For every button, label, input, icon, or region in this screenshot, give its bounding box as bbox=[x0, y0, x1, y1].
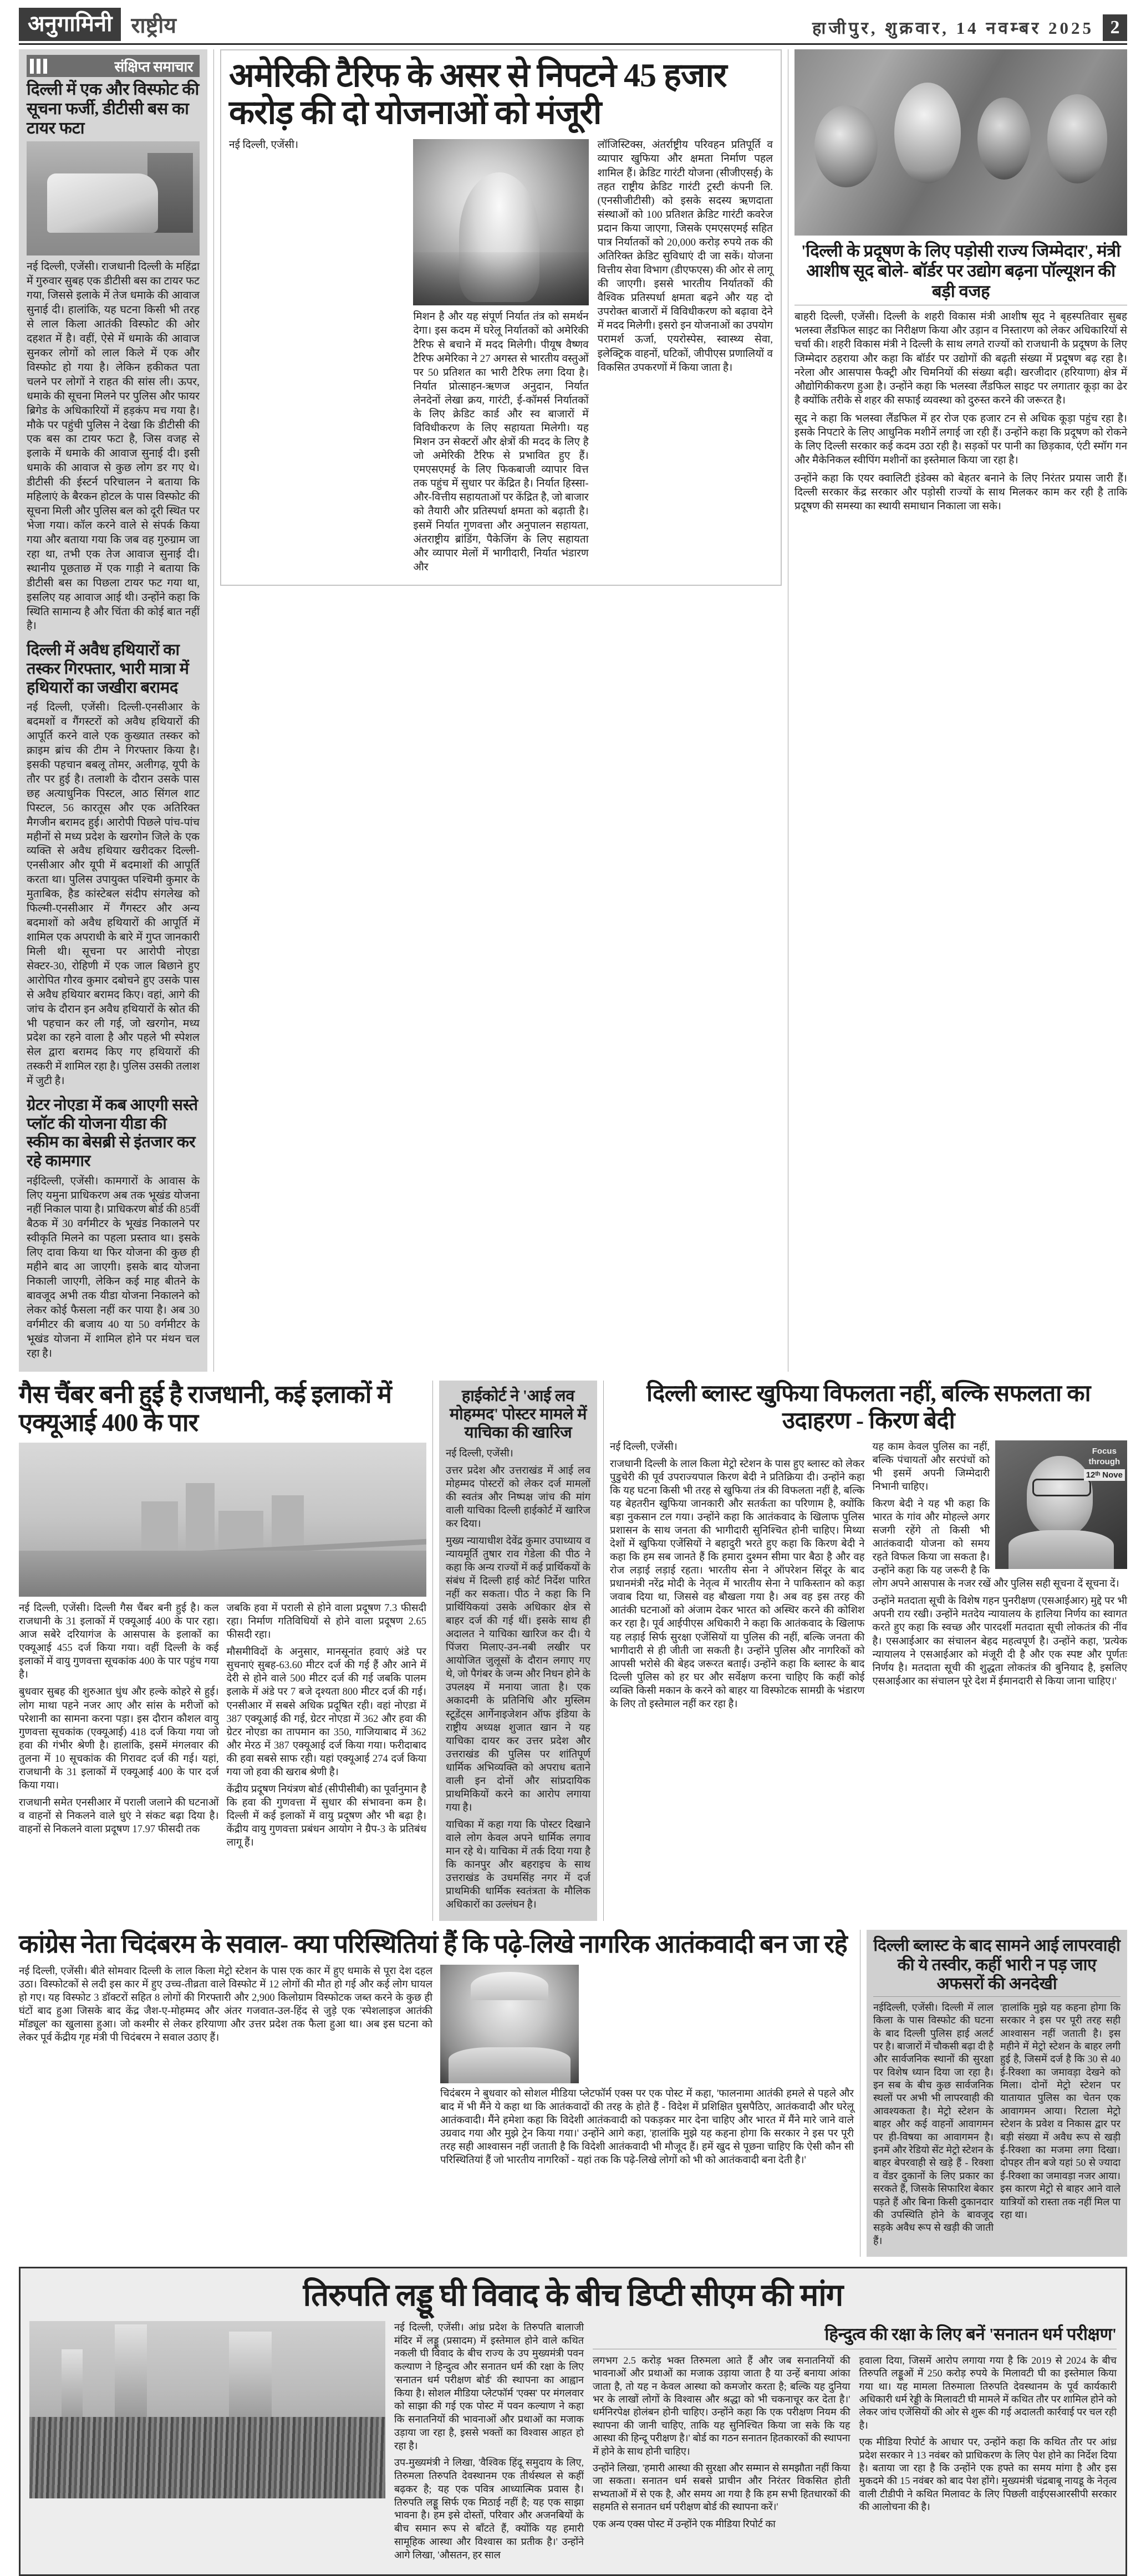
paragraph: बुधवार सुबह की शुरुआत धुंध और हल्के कोहरे से हुई। लोग माथा पहने नजर आए और सांस के मरीजों को परेशानी का सामना करना पड़ा। इस दौरान कौशल वायु गुणवत्ता सूचकांक (एक्यूआई) 418 दर्ज किया गया जो हवा की गंभीर श्रेणी है। हालांकि, इसमें मंगलवार की तुलना में 10 सूचकांक की गिरावट दर्ज की गई। यहां, राजधानी के 31 इलाकों में एक्यूआई 400 के पार दर्ज किया गया। bbox=[19, 1686, 219, 1791]
highcourt-story bbox=[439, 1381, 597, 1921]
feature-right bbox=[593, 2321, 1117, 2566]
feature-subheadline: हिन्दुत्व की रक्षा के लिए बनें 'सनातन धर्म परीक्षण' bbox=[824, 2324, 1117, 2344]
damaged-car-police-photo bbox=[27, 141, 200, 255]
ng-column-2 bbox=[1000, 2001, 1120, 2251]
kiran-bedi-story bbox=[610, 1381, 1127, 1921]
lead-story-box bbox=[220, 49, 782, 586]
paragraph: किरण बेदी ने यह भी कहा कि भारत के गांव और मोहल्ले अगर सजगी रहेंगे तो किसी भी आतंकवादी योजना को समय रहते विफल किया जा सकता है। उन्होंने कहा कि यह जरूरी है कि लोग अपने आसपास के नजर रखें और पुलिस सही सूचना दें सूचना दें। bbox=[872, 1499, 1119, 1590]
bars-icon bbox=[27, 55, 53, 77]
masthead bbox=[19, 0, 1127, 43]
negligence-headline: दिल्ली ब्लास्ट के बाद सामने आई लापरवाही की ये तस्वीर, कहीं भारी न पड़ जाए अफसरों की अनदेखी bbox=[873, 1936, 1120, 1994]
paragraph: 'हालांकि मुझे यह कहना होगा कि सरकार ने इस पर पूरी तरह सही आश्वासन नहीं जताती है। इस महीने में मेट्रो स्टेशन के बाहर लगी हुई है, जिसमें दर्ज है कि 30 से 40 ई-रिक्शा का जमावड़ा देखने को मिला। दोनों मेट्रो स्टेशन पर यातायात पुलिस का चेतन एक आवागमन आया। रिटाला मेट्रो स्टेशन के प्रवेश व निकास द्वार पर बड़ी संख्या में अवैध रूप से खड़ी ई-रिक्शा का मजमा लगा दिखा। दोपहर तीन बजे यहां 50 से ज्यादा ई-रिक्शा का जमावड़ा नजर आया। इस कारण मेट्रो से बाहर आने वाले यात्रियों को रास्ता तक नहीं मिल पा रहा था। bbox=[1000, 2001, 1120, 2220]
union-minister-speaking-photo bbox=[413, 139, 588, 305]
kiran-bedi-interview-photo bbox=[995, 1440, 1127, 1569]
ch-column-1 bbox=[19, 1965, 432, 2171]
chidambaram-story bbox=[19, 1930, 854, 2257]
paragraph: नई दिल्ली, एजेंसी। बीते सोमवार दिल्ली के लाल किला मेट्रो स्टेशन के पास एक कार में हुए धमाके से पूरा देश दहल उठा। विस्फोटकों से लदी इस कार में हुए उच्च-तीव्रता वाले विस्फोट में 12 लोगों की मौत हो गई और कई लोग घायल हो गए। यह विस्फोट 3 डॉक्टरों सहित 8 लोगों की गिरफ्तारी और 2,900 किलोग्राम विस्फोटक जब्त करने के कुछ ही घंटों बाद हुआ जिसके बाद केंद्र जैश-ए-मोहम्मद और अंतर गजवात-उल-हिंद से जुड़े एक 'स्पेशलाइज आतंकी मॉड्यूल' का खुलासा हुआ। जो कश्मीर से लेकर हरियाणा और उत्तर प्रदेश तक फैला हुआ था। अब इस घटना को लेकर पूर्व केंद्रीय गृह मंत्री पी चिदंबरम ने सवाल उठाए हैं। bbox=[19, 1965, 432, 2043]
paragraph: केंद्रीय प्रदूषण नियंत्रण बोर्ड (सीपीसीबी) का पूर्वानुमान है कि हवा की गुणवत्ता में सुधार की संभावना कम है। दिल्ली में कई इलाकों में वायु प्रदूषण और भी बढ़ा है। केंद्रीय वायु गुणवत्ता प्रबंधन आयोग ने ग्रैप-3 के प्रतिबंध लागू हैं। bbox=[226, 1783, 426, 1848]
aqi-body bbox=[19, 1602, 426, 1853]
paragraph: उत्तर प्रदेश और उत्तराखंड में आई लव मोहम्मद पोस्टरों को लेकर दर्ज मामलों की स्वतंत्र और निष्पक्ष जांच की मांग वाली याचिका दिल्ली हाईकोर्ट में खारिज कर दिया। bbox=[446, 1465, 590, 1530]
paragraph: नई दिल्ली, एजेंसी। bbox=[446, 1448, 513, 1459]
paragraph: नईदिल्ली, एजेंसी। दिल्ली में लाल किला के पास विस्फोट की घटना के बाद दिल्ली पुलिस हाई अलर्ट पर है। बाजारों में चौकसी बढ़ा दी है और सार्वजनिक स्थानों की सुरक्षा पर विशेष ध्यान दिया जा रहा है। इन सब के बीच कुछ सार्वजनिक स्थलों पर अभी भी लापरवाही की आवश्यकता है। मेट्रो स्टेशन के बाहर और कई वाहनों आवागमन पर ही-विषया का आवागमन है। इनमें और रेडियो सेंट मेट्रो स्टेशन के बाहर बेपरवाही से खड़े हैं - रिक्शा व वेंडर दुकानों के लिए प्रकार का सरकते हैं, जिसके सिफारिश बेकार पड़ते हैं और बिना किसी दुकानदार की उपस्थिति होने के बावजूद सड़के अवैध रूप से खड़ी की जाती हैं। bbox=[873, 2001, 994, 2246]
lead-column-2 bbox=[413, 138, 588, 577]
tirupati-feature bbox=[19, 2267, 1127, 2576]
mid-band bbox=[19, 1381, 1127, 1921]
lead-story bbox=[220, 49, 782, 1372]
column-divider bbox=[432, 1381, 433, 1921]
column-divider bbox=[213, 49, 214, 1372]
brief-news-header bbox=[27, 55, 200, 77]
paragraph: राजधानी दिल्ली के लाल किला मेट्रो स्टेशन के पास हुए ब्लास्ट को लेकर पुडुचेरी की पूर्व उपराज्यपाल किरण बेदी ने प्रतिक्रिया दी। उन्होंने कहा कि यह घटना किसी भी तरह से खुफिया तंत्र की विफलता नहीं है, बल्कि यह बेहतरीन खुफिया जानकारी और सतर्कता का परिणाम है, क्योंकि बड़ा नुकसान टल गया। उन्होंने कहा कि आतंकवाद के खिलाफ पुलिस प्रशासन के साथ जनता की भागीदारी सुनिश्चित होनी चाहिए। मिथ्या देशों में खुफिया एजेंसियों ने बहादुरी भरते हुए कहा कि किरण बेदी ने कहा कि हम सब जानते हैं कि हमारा दुश्मन सीमा पार बैठा है और वह रोज लड़ाई लड़ाई रहता। भारतीय सेना ने ऑपरेशन सिंदूर के बाद प्रधानमंत्री नरेंद्र मोदी के नेतृत्व में भारतीय सेना ने पाकिस्तान को कड़ा जवाब दिया था, जिससे वह बौखला गया है। अब वह इस तरह की आतंकी घटनाओं को अंजाम देकर भारत को अस्थिर करने की कोशिश कर रहा है। पूर्व आईपीएस अधिकारी ने कहा कि आतंकवाद के खिलाफ यह लड़ाई सिर्फ सुरक्षा एजेंसियों या पुलिस की नहीं, बल्कि जनता की भागीदारी से ही जीती जा सकती है। उन्होंने पुलिस और नागरिकों को आपसी भरोसे की बेहद जरूरत बताई। उन्होंने कहा कि ब्लास्ट के बाद दिल्ली पुलिस को हर घर और सर्वेक्षण करना चाहिए कि कहीं कोई व्यक्ति किसी मकान के करने को बाहर या विस्फोटक सामग्री के भंडारण के लिए तो इस्तेमाल नहीं कर रहा है। bbox=[610, 1458, 865, 1710]
chidambaram-body bbox=[19, 1965, 854, 2171]
paragraph: हवाला दिया, जिसमें आरोप लगाया गया है कि 2019 से 2024 के बीच तिरुपति लड्डूओं में 250 करोड़ रुपये के मिलावटी घी का इस्तेमाल किया गया था। यह मामला तिरुमाला तिरुपति देवस्थानम के पूर्व कार्यकारी अधिकारी धर्म रेड्डी के मिलावटी घी मामले में कथित तौर पर शामिल होने को लेकर जांच एजेंसियों की ओर से शुरू की गई अदालती कार्रवाई पर चल रही है। bbox=[859, 2354, 1117, 2431]
paragraph: जबकि हवा में पराली से होने वाला प्रदूषण 7.3 फीसदी रहा। निर्माण गतिविधियों से होने वाला प्रदूषण 2.65 फीसदी रहा। bbox=[226, 1603, 426, 1641]
ch-column-2 bbox=[440, 1965, 854, 2171]
highcourt-headline: हाईकोर्ट ने 'आई लव मोहम्मद' पोस्टर मामले में याचिका की खारिज bbox=[449, 1387, 587, 1442]
kb-column-2 bbox=[873, 1440, 1128, 1715]
right-top-body bbox=[794, 310, 1127, 518]
sidebar-story1-headline: दिल्ली में एक और विस्फोट की सूचना फर्जी, डीटीसी बस का टायर फटा bbox=[27, 80, 199, 137]
aqi-column-2 bbox=[227, 1602, 427, 1853]
negligence-story bbox=[867, 1930, 1127, 2257]
masthead-right bbox=[812, 14, 1127, 41]
brief-news-sidebar bbox=[19, 49, 207, 1372]
paragraph: नईदिल्ली, एजेंसी। कामगारों के आवास के लिए यमुना प्राधिकरण अब तक भूखंड योजना नहीं निकाल पाया है। प्राधिकरण बोर्ड की 85वीं बैठक में 30 वर्गमीटर के भूखंड निकालने पर स्वीकृति मिलने का पहला प्रस्ताव था। इसके लिए दावा किया था फिर योजना की कुछ ही महीने बाद आ जाएगी। इसके बाद योजना निकाली जाएगी, लेकिन कई माह बीतने के बावजूद अभी तक यीडा योजना निकालने को लेकर कोई फैसला नहीं कर पाया है। अब 30 वर्गमीटर की बजाय 40 या 50 वर्गमीटर के भूखंड योजना में शामिल होने पर मंथन चल रहा है। bbox=[27, 1175, 200, 1359]
ft-column-2 bbox=[859, 2354, 1117, 2534]
lead-story-headline: अमेरिकी टैरिफ के असर से निपटने 45 हजार करोड़ की दो योजनाओं को मंजूरी bbox=[229, 57, 727, 131]
paragraph: नई दिल्ली, एजेंसी। दिल्ली-एनसीआर के बदमशों व गैंगस्टरों को अवैध हथियारों की आपूर्ति करने वाले एक कुख्यात तस्कर को क्राइम ब्रांच की टीम ने गिरफ्तार किया है। इसकी पहचान बबलू तोमर, अलीगढ़, यूपी के तौर पर हुई है। तलाशी के दौरान उसके पास छह अत्याधुनिक पिस्टल, आठ सिंगल शाट पिस्टल, 56 कारतूस और एक अतिरिक्त मैगजीन बरामद हुई। आरोपी पिछले पांच-पांच महीनों से मध्य प्रदेश के खरगोन जिले के एक व्यक्ति से अवैध हथियार खरीदकर दिल्ली-एनसीआर और यूपी में बदमाशों की आपूर्ति करता था। पुलिस उपायुक्त पश्चिमी कुमार के मुताबिक, हैड कांस्टेबल संदीप संगलेख को फिल्मी-एनसीआर में गैंगस्टर और अन्य बदमाशों को अवैध हथियारों की आपूर्ति में शामिल एक अपराधी के बारे में गुप्त जानकारी मिली थी। सूचना पर आरोपी नोएडा सेक्टर-30, रोहिणी में एक जाल बिछाने हुए आरोपित गौरव कुमार दबोचने हुए उसके पास से अवैध हथियार बरामद किए। वहां, आगे की जांच के दौरान इन अवैध हथियारों के स्रोत की भी पहचान कर ली गई, जो खरगोन, मध्य प्रदेश का रहने वाला है और पहले भी स्पेशल सेल द्वारा बरामद किए गए हथियारों की तस्करी में शामिल रहा है। पुलिस उसकी तलाश में जुटी है। bbox=[27, 702, 200, 1087]
paragraph: एक मीडिया रिपोर्ट के आधार पर, उन्होंने कहा कि कथित तौर पर आंध्र प्रदेश सरकार ने 13 नवंबर को प्राधिकरण के लिए पेश होने का निर्देश दिया है। बताया जा रहा है कि उन्होंने एक हफ्ते का समय मांगा है और इस मुकदमे की 15 नवंबर को बाद पेश होंगे। मुख्यमंत्री चंद्रबाबू नायडू के नेतृत्व वाली टीडीपी ने कथित मिलावट के लिए पिछली वाईएसआरसीपी सरकार की आलोचना की है। bbox=[859, 2436, 1117, 2513]
paragraph: नई दिल्ली, एजेंसी। दिल्ली गैस चैंबर बनी हुई है। कल राजधानी के 31 इलाकों में एक्यूआई 400 के पार रहा। आज सबेरे दरियागंज के आसपास के इलाकों का एक्यूआई 455 दर्ज किया गया। वहीं दिल्ली के कई इलाकों में वायु गुणवत्ता सूचकांक 400 के पार पहुंच गया है। bbox=[19, 1603, 219, 1681]
feature-grid bbox=[29, 2321, 1117, 2566]
masthead-rule bbox=[19, 43, 1127, 45]
overlay-line-1: Focus bbox=[1092, 1446, 1117, 1456]
paragraph: एक अन्य एक्स पोस्ट में उन्होंने एक मीडिया रिपोर्ट का bbox=[593, 2518, 776, 2529]
top-band bbox=[19, 49, 1127, 1372]
highcourt-body bbox=[446, 1447, 590, 1912]
paragraph: उन्होंने लिखा, 'हमारी आस्था की सुरक्षा और सम्मान से समझौता नहीं किया जा सकता। सनातन धर्म सबसे प्राचीन और निरंतर विकसित होती सभ्यताओं में से एक है, और समय आ गया है कि हम सभी हितधारकों की सहमति से सनातन धर्म परीक्षण बोर्ड की स्थापना करें।' bbox=[593, 2462, 850, 2513]
kb-column-1 bbox=[610, 1440, 865, 1715]
p-chidambaram-portrait-photo bbox=[440, 1965, 579, 2083]
paragraph: नई दिल्ली, एजेंसी। राजधानी दिल्ली के महिंद्रा में गुरुवार सुबह एक डीटीसी बस का टायर फट गया, जिससे इलाके में तेज धमाके की आवाज सुनाई दी। हालांकि, यह घटना किसी भी तरह से लाल किला आतंकी विस्फोट की ओर दहशत में है। वहीं, ऐसे में धमाके की आवाज सुनकर लोगों को लाल किले में एक और विस्फोट हो गया है। लेकिन हकीकत पता चलने पर लोगों ने राहत की सांस ली। ऊपर, धमाके की सूचना मिलने पर पुलिस और फायर ब्रिगेड के अधिकारियों में हड़कंप मच गया है। मौके पर पहुंची पुलिस ने देखा कि डीटीसी की एक बस का टायर फटा है, जिस वजह से इलाके में धमाके की आवाज सुनाई दी। इसी धमाके की आवाज से कुछ लोग डर गए थे। डीटीसी की ईस्टर्न परिचालन ने बताया कि महिलाएं के बैरकन होटल के पास विस्फोट की सूचना मिली और पुलिस बल को दूरी स्थित पर भेजा गया। कॉल करने वाले से संपर्क किया गया और बताया गया कि जब वह गुरुग्राम जा रहा था, तभी एक तेज आवाज सुनाई दी। स्थानीय पूछताछ में एक गाड़ी ने बताया कि डीटीसी बस का पिछला टायर फट गया था, इसलिए यह आवाज आई थी। उन्होंने कहा कि स्थिति सामान्य है और चिंता की कोई बात नहीं है। bbox=[27, 261, 200, 632]
page-number: 2 bbox=[1103, 14, 1127, 41]
lead-story-columns bbox=[229, 138, 773, 577]
hairline-rule bbox=[873, 1996, 1120, 1997]
kiran-bedi-headline: दिल्ली ब्लास्ट खुफिया विफलता नहीं, बल्कि सफलता का उदाहरण - किरण बेदी bbox=[646, 1381, 1091, 1434]
ng-column-1 bbox=[873, 2001, 994, 2251]
publication-name: अनुगामिनी bbox=[19, 8, 121, 41]
right-top-story bbox=[794, 49, 1127, 1372]
paragraph: मुख्य न्यायाधीश देवेंद्र कुमार उपाध्याय व न्यायमूर्ति तुषार राव गेडेला की पीठ ने कहा कि अन्य राज्यों में कई प्रार्थिकयों के संबंध में दिल्ली हाई कोर्ट निर्देश पारित नहीं कर सकता। पीठ ने कहा कि नि प्रार्थियिकयां उसके अधिकार क्षेत्र से बाहर दर्ज की गई थीं। इसके साथ ही अदालत ने याचिका खारिज कर दी। ये पिंजरा मिलाए-उन-नबी लखीर पर आयोजित जुलूसों के दौरान लगाए गए थे, जो पैगंबर के जन्म और निधन होने के उपलक्ष्य में मनाया जाता है। एक अकादमी के प्रतिनिधि और मुस्लिम स्टूडेंट्स आर्गेनाइजेशन ऑफ इंडिया के राष्ट्रीय अध्यक्ष शुजात खान ने यह याचिका दायर कर उत्तर प्रदेश और उत्तराखंड की पुलिस पर शांतिपूर्ण धार्मिक अभिव्यक्ति को अपराध बताने वाली इन दोनों और सांप्रदायिक प्राथमिकियों करने का आरोप लगाया गया है। bbox=[446, 1535, 590, 1813]
paragraph: लॉजिस्टिक्स, अंतर्राष्ट्रीय परिवहन प्रतिपूर्ति व व्यापार खुफिया और क्षमता निर्माण पहल शामिल हैं। क्रेडिट गारंटी योजना (सीजीएसई) के तहत राष्ट्रीय क्रेडिट गारंटी ट्रस्टी कंपनी लि. (एनसीजीटीसी) को इसके सदस्य ऋणदाता संस्थाओं को 100 प्रतिशत क्रेडिट गारंटी कवरेज प्रदान किया जाएगा, जिसके एमएसएमई सहित पात्र निर्यातकों को 20,000 करोड़ रुपये तक की अतिरिक्त क्रेडिट सुविधाएं दी जा सकें। योजना वित्तीय सेवा विभाग (डीएफएस) की ओर से लागू की जाएगी। इससे भारतीय निर्यातकों की वैश्विक प्रतिस्पर्धा क्षमता बढ़ने और यह दो उपरोक्त बाजारों में विविधीकरण को बढ़ावा देने में मदद मिलेगी। इसरो इन योजनाओं का उपयोग परामर्श ऊर्जा, एयरोस्पेस, स्वास्थ्य सेवा, इलेक्ट्रिक वाहनों, घटिकों, जीपीएस प्रणालियों व विकसित उपकरणों में किया जाता है। bbox=[597, 139, 773, 374]
paragraph: उन्होंने कहा कि एयर क्वालिटी इंडेक्स को बेहतर बनाने के लिए निरंतर प्रयास जारी हैं। दिल्ली सरकार केंद्र सरकार और पड़ोसी राज्यों के साथ मिलकर काम कर रही है ताकि प्रदूषण की समस्या का स्थायी समाधान निकाला जा सके। bbox=[794, 472, 1127, 513]
paragraph: चिदंबरम ने बुधवार को सोशल मीडिया प्लेटफॉर्म एक्स पर एक पोस्ट में कहा, 'फालनामा आतंकी हमले से पहले और बाद में भी मैंने ये कहा था कि आतंकवादों की तरह के होते हैं - विदेश में प्रशिक्षित घुसपैठिए, आतंकवादी और घरेलू आतंकवादी। मैंने हमेशा कहा कि विदेशी आतंकवादी को पकड़कर मार देना चाहिए और भारत में मैंने मारे जाने वाले उग्रवाद गया और मुझे ट्रेन किया गया।' उन्होंने आगे कहा, 'हालांकि मुझे यह कहना होगा कि सरकार ने इस पर पूरी तरह सही आश्वासन नहीं जताती है कि विदेशी आतंकवादी भी मौजूद हैं। हमें खुद से पूछना चाहिए कि ऐसी कौन सी परिस्थितियां हैं जो भारतीय नागरिकों - यहां तक कि पढ़े-लिखे लोगों को भी को आतंकवादी बना देती है।' bbox=[440, 2088, 854, 2166]
paragraph: बाहरी दिल्ली, एजेंसी। दिल्ली के शहरी विकास मंत्री आशीष सूद ने बृहस्पतिवार सुबह भलस्वा लैंडफिल साइट का निरीक्षण किया और उड़ान व निस्तारण को लेकर अधिकारियों से चर्चा की। शहरी विकास मंत्री ने दिल्ली के साथ लगते राज्यों को राजधानी के प्रदूषण के लिए जिम्मेदार ठहराया और कहा कि बॉर्डर पर उद्योगों की बढ़ती संख्या में प्रदूषण बढ़ रहा है। नरेला और आसपास फैक्ट्री और चिमनियों की संख्या बढ़ी। खरजीदार (हरियाणा) क्षेत्र में औद्योगिकीकरण हुआ है। उन्होंने कहा कि भलस्वा लैंडफिल साइट पर लगातार कूड़ा का ढेर है क्योंकि तरीके से शहर की सफाई व्यवस्था को दुरुस्त करने की जरूरत है। bbox=[794, 310, 1127, 407]
sidebar-story2-headline: दिल्ली में अवैध हथियारों का तस्कर गिरफ्तार, भारी मात्रा में हथियारों का जखीरा बरामद bbox=[27, 641, 189, 697]
tirupati-temple-crowd-photo bbox=[29, 2321, 385, 2498]
ft-column-1 bbox=[593, 2354, 850, 2534]
chidambaram-headline: कांग्रेस नेता चिदंबरम के सवाल- क्या परिस्थितियां हैं कि पढ़े-लिखे नागरिक आतंकवादी बन जा रहे bbox=[19, 1930, 847, 1959]
delhi-smog-skyline-photo bbox=[19, 1443, 426, 1597]
paragraph: उन्होंने मतदाता सूची के विशेष गहन पुनरीक्षण (एसआईआर) मुद्दे पर भी अपनी राय रखी। उन्होंने मतदेय न्यायालय के हालिया निर्णय का स्वागत करते हुए कहा कि स्वच्छ और पारदर्शी मतदाता सूची लोकतंत्र की नींव है। एसआईआर का संचालन बेहद महत्वपूर्ण है। उन्होंने कहा, 'प्रत्येक न्यायालय ने एसआईआर को मंजूरी दी है और एक स्पष्ट और पूर्णतः निर्णय है। मतदाता सूची की शुद्धता लोकतंत्र की बुनियाद है, इसलिए एसआईआर का संचालन पूरे देश में ईमानदारी से किया जाना चाहिए।' bbox=[872, 1596, 1127, 1687]
negligence-body bbox=[873, 2001, 1120, 2251]
aqi-story bbox=[19, 1381, 426, 1921]
paragraph: राजधानी समेत एनसीआर में पराली जलाने की घटनाओं व वाहनों से निकलने वाले धुएं ने संकट बढ़ा दिया है। वाहनों से निकलने वाला प्रदूषण 17.97 फीसदी तक bbox=[19, 1797, 219, 1835]
lead-column-3 bbox=[598, 138, 773, 577]
overlay-line-3: 12ᵗʰ Nove bbox=[1084, 1469, 1125, 1481]
paragraph: मिशन है और यह संपूर्ण निर्यात तंत्र को समर्थन देगा। इस कदम में घरेलू निर्यातकों को अमेरिकी टैरिफ से बचाने में मदद मिलेगी। पीयूष वैष्णव टैरिफ अमेरिका ने 27 अगस्त से भारतीय वस्तुओं पर 50 प्रतिशत का भारी टैरिफ लगा दिया है। निर्यात प्रोत्साहन-ऋणज अनुदान, निर्यात लेनदेनों लेखा क्रय, गारंटी, ई-कॉमर्स निर्यातकों के लिए क्रेडिट कार्ड और स्व बाजारों में विविधीकरण के लिए सहायता मिलेगी। यह मिशन उन सेक्टरों और क्षेत्रों की मदद के लिए है जो अमेरिकी टैरिफ से प्रभावित हुए हैं। एमएसएमई के लिए फिकबाजी व्यापार वित्त तक पहुंच में सुधार पर केंद्रित है। निर्यात हिस्सा-और-वित्तीय सहायताओं पर केंद्रित है, जो बाजार को तैयारी और प्रतिस्पर्धा क्षमता को बढ़ाती है। इसमें निर्यात गुणवत्ता और अनुपालन सहायता, अंतराष्ट्रीय ब्रांडिंग, पैकेजिंग के लिए सहायता और व्यापार मेलों में भागीदारी, निर्यात भंडारण और bbox=[413, 311, 589, 573]
brief-news-label: संक्षिप्त समाचार bbox=[114, 59, 193, 75]
sidebar-story2-body bbox=[27, 701, 200, 1088]
paragraph: यह काम केवल पुलिस का नहीं, बल्कि पंचायतों और सरपंचों को भी इसमें अपनी जिम्मेदारी निभानी चाहिए। bbox=[872, 1441, 990, 1493]
masthead-logo bbox=[19, 8, 176, 41]
column-divider bbox=[603, 1381, 604, 1921]
dateline: हाजीपुर, शुक्रवार, 14 नवम्बर 2025 bbox=[812, 18, 1094, 38]
lead-column-1 bbox=[229, 138, 404, 577]
paragraph: मौसमीविदों के अनुसार, मानसूनांत हवाएं अंडे पर सुचनाएं सुबह-63.60 मीटर दर्ज की गई हैं और आने में देरी से होने वाले 500 मीटर दर्ज की गई जबकि पालम इलाके में अंडे पर 7 बजे दृश्यता 800 मीटर दर्ज की गई। एनसीआर में सबसे अधिक प्रदूषित रही। वहां नोएडा में 387 एक्यूआई की गई, ग्रेटर नोएडा में 362 और हवा की ग्रेटर नोएडा का तापमान का 350, गाजियाबाद में 362 और मेरठ में 387 एक्यूआई दर्ज किया गया। फरीदाबाद की हवा सबसे साफ रही। यहां एक्यूआई 274 दर्ज किया गया जो हवा की खराब श्रेणी है। bbox=[226, 1647, 426, 1778]
sidebar-story3-body bbox=[27, 1174, 200, 1361]
publication-edition: राष्ट्रीय bbox=[131, 13, 177, 38]
photo-overlay-text bbox=[1084, 1446, 1125, 1481]
paragraph: लगभग 2.5 करोड़ भक्त तिरुमला आते हैं और जब सनातनियों की भावनाओं और प्रथाओं का मजाक उड़ाया जाता है या उन्हें बनाया आंका जाता है, तो यह न केवल आस्था को कमजोर करता है; बल्कि यह दुनिया भर के लाखों लोगों के विश्वास और श्रद्धा को भी चकनाचूर कर देता है।' धर्मनिरपेक्ष होलंबन होनी चाहिए। उन्होंने कहा कि एक परीक्षण नियम की स्थापना की जानी चाहिए, ताकि यह सुनिश्चित किया जा सके कि यह आस्था की हिन्दू परीक्षण है।' बोर्ड का गठन सनातन हितकारकों की स्थापना में होने के साथ होनी चाहिए। bbox=[593, 2354, 850, 2457]
aqi-headline: गैस चैंबर बनी हुई है राजधानी, कई इलाकों में एक्यूआई 400 के पार bbox=[19, 1380, 392, 1437]
paragraph: नई दिल्ली, एजेंसी। आंध्र प्रदेश के तिरुपति बालाजी मंदिर में लड्डू (प्रसादम) में इस्तेमाल होने वाले कथित नकली घी विवाद के बीच राज्य के उप मुख्यमंत्री पवन कल्याण ने हिन्दुत्व और सनातन धर्म की रक्षा के लिए 'सनातन धर्म परीक्षण बोर्ड' की स्थापना का आह्वान किया है। सोशल मीडिया प्लेटफॉर्म 'एक्स' पर मंगलवार को साझा की गई एक पोस्ट में पवन कल्याण ने कहा कि सनातनियों की भावनाओं और प्रथाओं का मजाक उड़ाया जा रहा है, इससे भक्तों का विश्वास आहत हो रहा है। bbox=[394, 2321, 584, 2451]
right-top-headline: 'दिल्ली के प्रदूषण के लिए पड़ोसी राज्य जिम्मेदार', मंत्री आशीष सूद बोले- बॉर्डर पर उद्योग बढ़ना पॉल्यूशन की बड़ी वजह bbox=[801, 241, 1121, 301]
paragraph: उप-मुख्यमंत्री ने लिखा, 'वैश्विक हिंदू समुदाय के लिए, तिरुमला तिरुपति देवस्थानम एक तीर्थस्थल से कहीं बढ़कर है; यह एक पवित्र आध्यात्मिक प्रवास है। तिरुपति लड्डू सिर्फ एक मिठाई नहीं है; यह एक साझा भावना है। हम इसे दोस्तों, परिवार और अजनबियों के बीच समान रूप से बाँटते हैं, क्योंकि यह हमारी सामूहिक आस्था और विश्वास का प्रतीक है।' उन्होंने आगे लिखा, 'औसतन, हर साल bbox=[394, 2457, 584, 2560]
feature-lead-column bbox=[394, 2321, 584, 2566]
overlay-line-2: through bbox=[1088, 1457, 1120, 1467]
kiran-bedi-body bbox=[610, 1440, 1127, 1715]
aqi-column-1 bbox=[19, 1602, 219, 1853]
paragraph: सूद ने कहा कि भलस्वा लैंडफिल में हर रोज एक हजार टन से अधिक कूड़ा पहुंच रहा है। इसके निपटारे के लिए आधुनिक मशीनें लगाई जा रही हैं। उन्होंने कहा कि प्रदूषण को रोकने के लिए दिल्ली सरकार कई कदम उठा रही है। सड़कों पर पानी का छिड़काव, एंटी स्मॉग गन और मैकेनिकल स्वीपिंग मशीनों का इस्तेमाल किया जा रहा है। bbox=[794, 412, 1127, 467]
sidebar-story3-headline: ग्रेटर नोएडा में कब आएगी सस्ते प्लॉट की योजना यीडा की स्कीम का बेसब्री से इंतजार कर रहे कामगार bbox=[27, 1096, 198, 1170]
feature-headline: तिरुपति लड्डू घी विवाद के बीच डिप्टी सीएम की मांग bbox=[303, 2278, 843, 2313]
minister-landfill-inspection-photo bbox=[794, 49, 1127, 236]
paragraph: नई दिल्ली, एजेंसी। bbox=[229, 139, 299, 151]
paragraph: नई दिल्ली, एजेंसी। bbox=[610, 1441, 678, 1453]
sidebar-story1-body bbox=[27, 260, 200, 633]
lower-band bbox=[19, 1930, 1127, 2257]
feature-body bbox=[593, 2354, 1117, 2534]
feature-left bbox=[29, 2321, 584, 2566]
paragraph: याचिका में कहा गया कि पोस्टर दिखाने वाले लोग केवल अपने धार्मिक लगाव मान रहे थे। याचिका में तर्क दिया गया है कि कानपुर और बहराइच के साथ उत्तराखंड के उधमसिंह नगर में दर्ज प्राथमिकी धार्मिक स्वतंत्रता के मौलिक अधिकारों का उल्लंघन है। bbox=[446, 1819, 590, 1911]
